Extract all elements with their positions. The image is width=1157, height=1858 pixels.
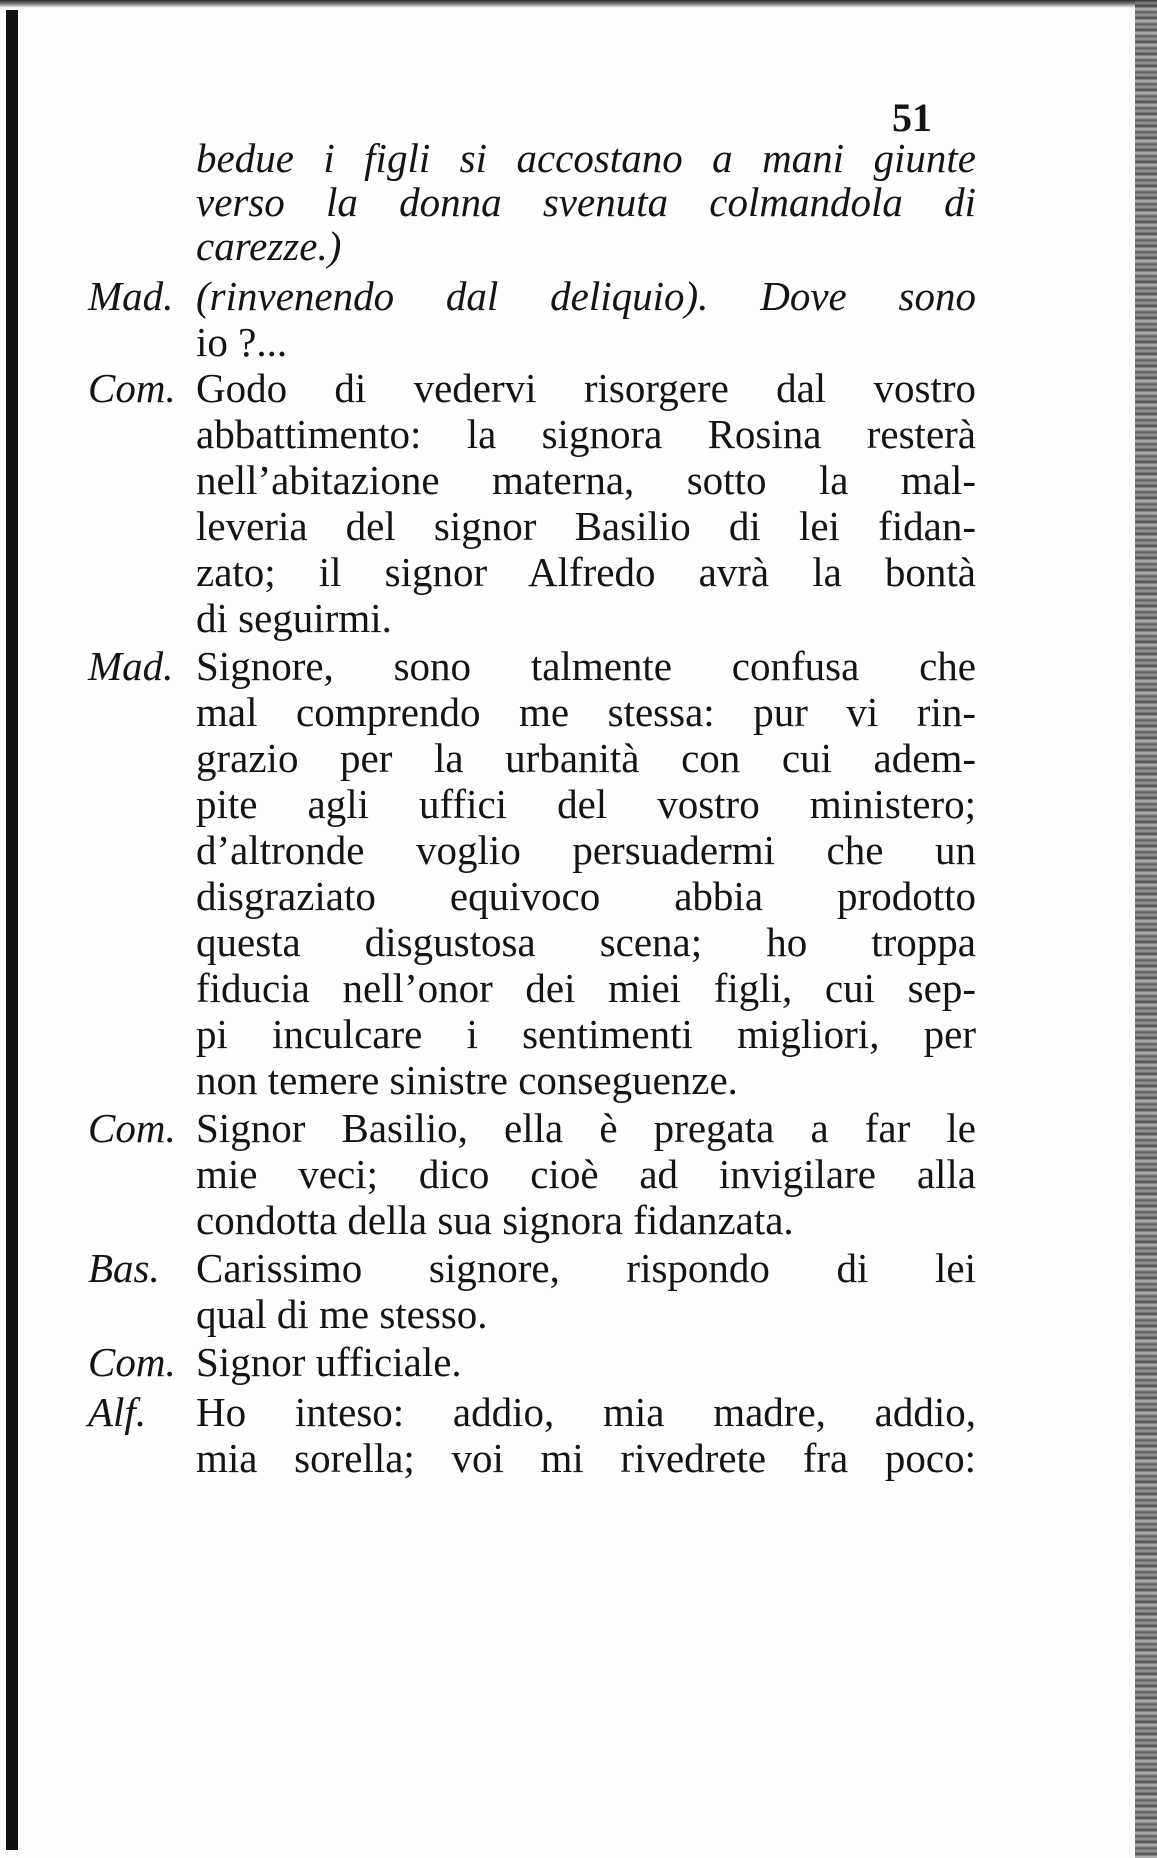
- speech-com-1-line-5: zato; il signor Alfredo avrà la bontà: [196, 549, 976, 595]
- speech-mad-2-line-2: mal comprendo me stessa: pur vi rin-: [196, 689, 976, 735]
- speech-mad-2-line-5: d’altronde voglio persuadermi che un: [196, 827, 976, 873]
- speech-text: Ho inteso: addio, mia madre, addio,: [196, 1389, 976, 1435]
- page-number: 51: [892, 95, 932, 140]
- speech-mad-2-line-6: disgraziato equivoco abbia prodotto: [196, 873, 976, 919]
- speech-com-2-line-3: condotta della sua signora fidanzata.: [196, 1197, 794, 1243]
- speech-text: Signore, sono talmente confusa che: [196, 643, 976, 689]
- speech-com-1-line-1: [88, 365, 976, 411]
- speaker-label: Bas.: [88, 1245, 160, 1291]
- speech-text: Godo di vedervi risorgere dal vostro: [196, 365, 976, 411]
- speech-com-1-line-6: di seguirmi.: [196, 595, 392, 641]
- speech-com-1-line-4: leveria del signor Basilio di lei fidan-: [196, 503, 976, 549]
- speech-mad-2-line-9: pi inculcare i sentimenti migliori, per: [196, 1011, 976, 1057]
- speech-alf-line-1: [88, 1389, 976, 1435]
- speaker-label: Com.: [88, 1105, 176, 1151]
- stage-direction-line-3: carezze.): [196, 223, 342, 269]
- speaker-label: Mad.: [88, 273, 174, 319]
- speech-com-2-line-2: mie veci; dico cioè ad invigilare alla: [196, 1151, 976, 1197]
- speech-text: Signor Basilio, ella è pregata a far le: [196, 1105, 976, 1151]
- speech-mad-2-line-8: fiducia nell’onor dei miei figli, cui sep-: [196, 965, 976, 1011]
- speech-com-1-line-2: abbattimento: la signora Rosina resterà: [196, 411, 976, 457]
- stage-direction-line-2: verso la donna svenuta colmandola di: [196, 179, 976, 225]
- speech-text: Signor ufficiale.: [196, 1339, 462, 1385]
- speaker-label: Mad.: [88, 643, 174, 689]
- speech-com-2-line-1: [88, 1105, 976, 1151]
- speech-mad-2-line-4: pite agli uffici del vostro ministero;: [196, 781, 976, 827]
- speech-bas-line-2: qual di me stesso.: [196, 1291, 488, 1337]
- speech-mad-2-line-3: grazio per la urbanità con cui adem-: [196, 735, 976, 781]
- speech-mad-2-line-1: [88, 643, 976, 689]
- speaker-label: Alf.: [88, 1389, 147, 1435]
- speech-mad-1-line-2: io ?...: [196, 319, 288, 365]
- page-right-edge: [1135, 0, 1157, 1858]
- speech-mad-2-line-7: questa disgustosa scena; ho troppa: [196, 919, 976, 965]
- speech-text: Carissimo signore, rispondo di lei: [196, 1245, 976, 1291]
- stage-direction-line-1: bedue i figli si accostano a mani giunte: [196, 135, 976, 181]
- speech-bas-line-1: [88, 1245, 976, 1291]
- page-top-edge: [0, 0, 1157, 8]
- speaker-label: Com.: [88, 1339, 176, 1385]
- speech-mad-1-line-1: [88, 273, 976, 319]
- page-left-edge: [6, 10, 18, 1850]
- speech-text: (rinvenendo dal deliquio). Dove sono: [196, 273, 976, 319]
- speech-com-3-line-1: [88, 1339, 462, 1385]
- speech-com-1-line-3: nell’abitazione materna, sotto la mal-: [196, 457, 976, 503]
- speech-mad-2-line-10: non temere sinistre conseguenze.: [196, 1057, 738, 1103]
- speaker-label: Com.: [88, 365, 176, 411]
- speech-alf-line-2: mia sorella; voi mi rivedrete fra poco:: [196, 1435, 976, 1481]
